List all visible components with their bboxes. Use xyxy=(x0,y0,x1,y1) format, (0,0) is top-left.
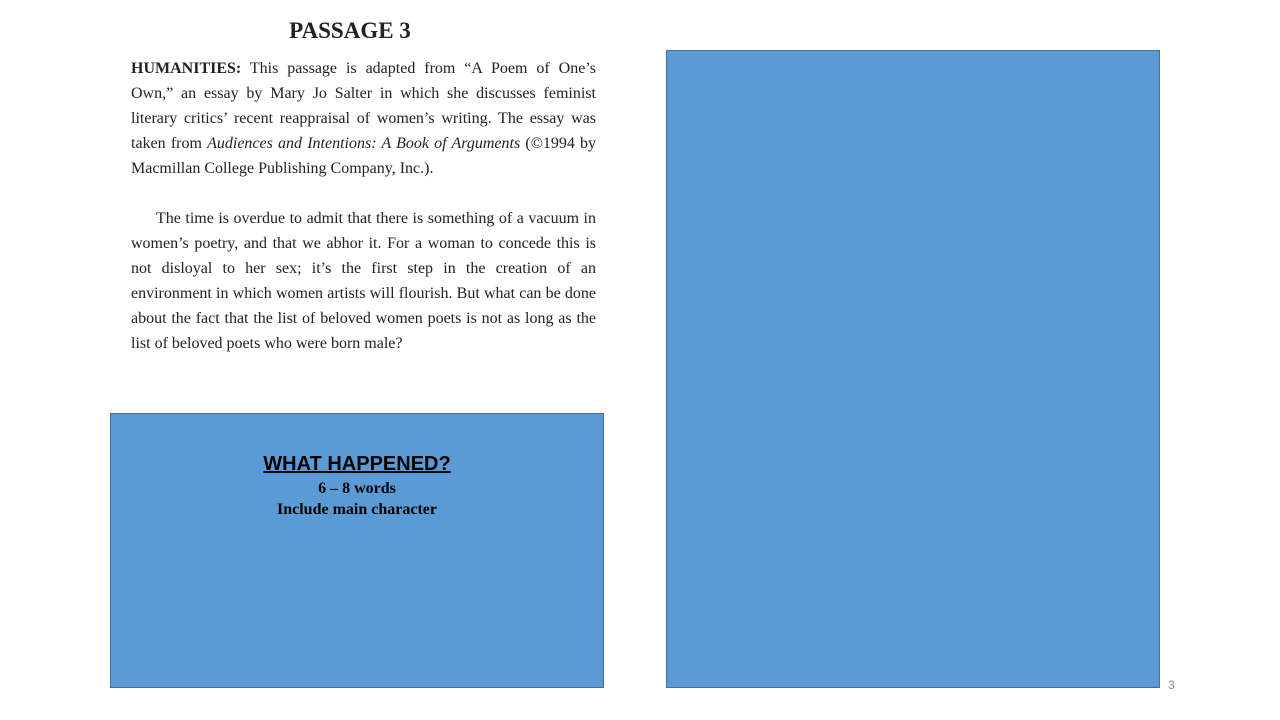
page-number: 3 xyxy=(1168,678,1175,692)
what-happened-heading: WHAT HAPPENED? xyxy=(263,453,451,475)
intro-lead: HUMANITIES: xyxy=(131,60,242,77)
what-happened-heading-group xyxy=(111,450,603,520)
answer-box[interactable] xyxy=(666,50,1160,688)
what-happened-box[interactable] xyxy=(110,413,604,688)
passage-title: PASSAGE 3 xyxy=(289,18,411,43)
passage-intro xyxy=(131,56,596,181)
passage-text xyxy=(131,56,596,356)
passage-body: The time is overdue to admit that there is something of a vacuum in women’s poetry, and that we abhor it. For a woman to concede this is not disloyal to her sex; it’s the first step in the creation of an environment in which women artists will flourish. But what can be done about the fact that the list of beloved women poets is not as long as the list of beloved poets who were born male? xyxy=(131,210,596,352)
main-character-hint: Include main character xyxy=(277,501,437,518)
word-count-hint: 6 – 8 words xyxy=(318,480,396,497)
intro-book-title: Audiences and Intentions: A Book of Arguments xyxy=(207,135,521,152)
intro-text-2: (©1994 by Macmillan College Publishing Company, Inc.). xyxy=(131,135,597,177)
intro-text-1: This passage is adapted from “A Poem of One’s Own,” an essay by Mary Jo Salter in which she discusses feminist literary critics’ recent reappraisal of women’s writing. The essay was taken from xyxy=(131,60,596,152)
